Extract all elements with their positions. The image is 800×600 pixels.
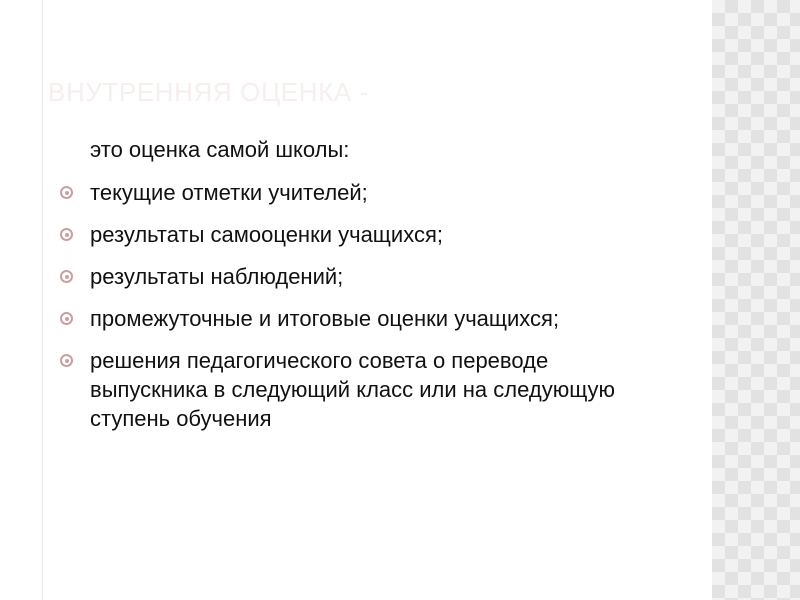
body-block — [44, 136, 644, 446]
lead-paragraph: это оценка самой школы: — [90, 137, 350, 162]
list-item — [44, 346, 644, 433]
bullet-list — [44, 178, 644, 433]
list-item — [44, 220, 644, 249]
bullet-ring-icon — [60, 186, 73, 199]
bullet-ring-icon — [60, 228, 73, 241]
list-item-label: результаты самооценки учащихся; — [90, 222, 443, 248]
bullet-ring-icon — [60, 312, 73, 325]
bullet-ring-icon — [60, 270, 73, 283]
bullet-ring-icon — [60, 354, 73, 367]
list-item-label: результаты наблюдений; — [90, 264, 344, 290]
page-title: ВНУТРЕННЯЯ ОЦЕНКА - — [48, 77, 369, 107]
slide-content — [44, 0, 664, 600]
decorative-checker-band — [712, 0, 800, 600]
list-item — [44, 262, 644, 291]
list-item-label: текущие отметки учителей; — [90, 180, 368, 206]
list-item — [44, 304, 644, 333]
list-item — [44, 178, 644, 207]
left-margin-rule — [42, 0, 43, 600]
list-item-label: решения педагогического совета о переводе выпускника в следующий класс или на следующую ступень обучения — [90, 348, 616, 432]
list-item-label: промежуточные и итоговые оценки учащихся; — [90, 306, 560, 332]
